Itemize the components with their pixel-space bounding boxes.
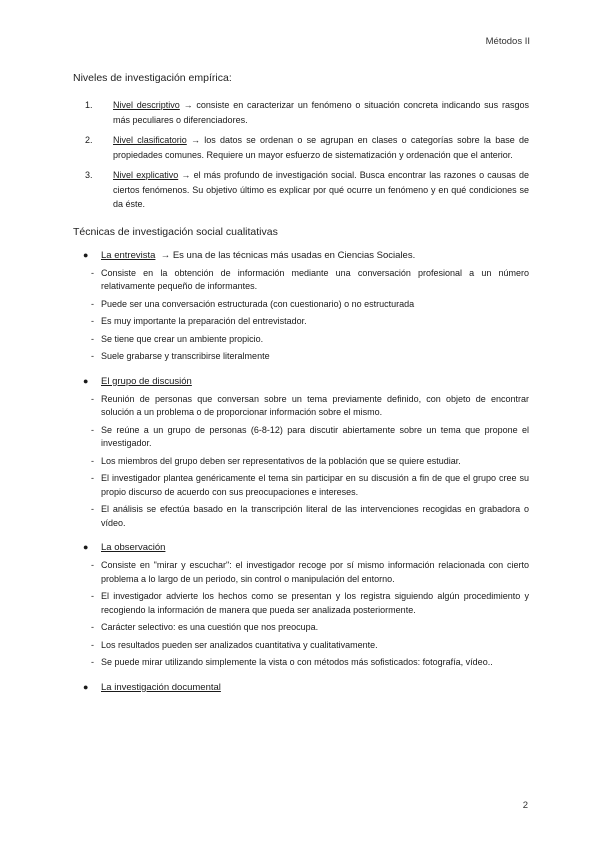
list-item-text: Reunión de personas que conversan sobre un tema previamente definido, con objeto de encontrar solución a un problema o de proporcionar información sobre el mismo. xyxy=(101,393,529,417)
dash-icon: - xyxy=(91,298,94,309)
dash-icon: - xyxy=(91,591,94,601)
group-heading-observacion xyxy=(73,542,529,553)
item-number: 3. xyxy=(85,170,93,180)
arrow-icon: → xyxy=(181,170,191,180)
group-title: El grupo de discusión xyxy=(101,375,192,387)
dash-icon: - xyxy=(91,622,94,632)
dash-icon: - xyxy=(91,504,94,514)
bullet-icon: ● xyxy=(83,542,89,552)
list-item xyxy=(73,656,529,670)
dash-icon: - xyxy=(91,333,94,344)
group-title: La entrevista xyxy=(101,249,156,261)
list-item-text: Consiste en "mirar y escuchar": el investigador recoge por sí mismo información relacionada con cierto problema a lo largo de un periodo, sin control o manipulación del entorno. xyxy=(101,560,529,584)
dash-icon: - xyxy=(91,473,94,483)
list-item xyxy=(73,350,529,364)
content xyxy=(73,72,529,699)
group-heading-documental xyxy=(73,682,529,693)
list-item-text: Carácter selectivo: es una cuestión que nos preocupa. xyxy=(101,622,319,632)
level-item xyxy=(73,133,529,162)
list-item xyxy=(73,590,529,617)
item-body xyxy=(113,98,529,127)
dash-icon: - xyxy=(91,316,94,326)
list-item-text: Suele grabarse y transcribirse literalmente xyxy=(101,351,270,361)
discusion-list xyxy=(73,393,529,531)
group-heading-discusion xyxy=(73,376,529,387)
list-item xyxy=(73,267,529,294)
dash-icon: - xyxy=(91,424,94,435)
item-body xyxy=(113,133,529,162)
level-item xyxy=(73,98,529,127)
item-text: el más profundo de investigación social. Busca encontrar las razones o causas de ciertos fenómenos. Su objetivo último es explicar por qué ocurre un fenómeno y en qué condiciones se da éste. xyxy=(113,170,529,209)
list-item-text: Puede ser una conversación estructurada (con cuestionario) o no estructurada xyxy=(101,298,415,309)
group-heading-entrevista xyxy=(73,250,529,261)
dash-icon: - xyxy=(91,639,94,650)
item-term: Nivel descriptivo xyxy=(113,100,180,110)
header-title: Métodos II xyxy=(485,36,530,47)
list-item xyxy=(73,639,529,653)
dash-icon: - xyxy=(91,267,94,278)
dash-icon: - xyxy=(91,657,94,667)
list-item-text: El investigador plantea genéricamente el tema sin participar en su discusión a fin de que el grupo cree su propio discurso de acuerdo con sus preocupaciones e intereses. xyxy=(101,473,529,497)
list-item-text: Se puede mirar utilizando simplemente la vista o con métodos más sofisticados: fotografía, vídeo.. xyxy=(101,657,493,667)
list-item-text: Es muy importante la preparación del entrevistador. xyxy=(101,316,307,326)
page-number: 2 xyxy=(522,800,528,811)
list-item-text: Los resultados pueden ser analizados cuantitativa y cualitativamente. xyxy=(101,639,378,650)
item-text: consiste en caracterizar un fenómeno o situación concreta indicando sus rasgos más peculiares o diferenciadores. xyxy=(113,100,529,125)
list-item xyxy=(73,424,529,451)
bullet-icon: ● xyxy=(83,249,89,260)
list-item-text: Se reúne a un grupo de personas (6-8-12) para discutir abiertamente sobre un tema que propone el investigador. xyxy=(101,424,529,448)
dash-icon: - xyxy=(91,393,94,404)
list-item-text: Consiste en la obtención de información mediante una conversación profesional a un número relativamente pequeño de informantes. xyxy=(101,267,529,291)
list-item xyxy=(73,455,529,469)
item-number: 2. xyxy=(85,135,93,145)
list-item xyxy=(73,503,529,530)
bullet-icon: ● xyxy=(83,375,89,386)
item-term: Nivel explicativo xyxy=(113,170,179,180)
section-title-techniques: Técnicas de investigación social cualitativas xyxy=(73,225,278,238)
item-number: 1. xyxy=(85,100,93,110)
observacion-list xyxy=(73,559,529,670)
group-title: La investigación documental xyxy=(101,681,221,693)
list-item xyxy=(73,315,529,329)
group-suffix: → Es una de las técnicas más usadas en Ciencias Sociales. xyxy=(160,249,416,261)
list-item-text: El análisis se efectúa basado en la transcripción literal de las intervenciones recogidas en grabadora o vídeo. xyxy=(101,504,529,528)
item-term: Nivel clasificatorio xyxy=(113,135,187,145)
arrow-icon: → xyxy=(191,135,201,145)
list-item-text: Se tiene que crear un ambiente propicio. xyxy=(101,333,264,344)
level-item xyxy=(73,168,529,212)
list-item xyxy=(73,333,529,347)
entrevista-list xyxy=(73,267,529,364)
group-heading-text xyxy=(101,250,415,261)
dash-icon: - xyxy=(91,560,94,570)
list-item xyxy=(73,559,529,586)
list-item xyxy=(73,472,529,499)
group-title: La observación xyxy=(101,542,166,553)
levels-list xyxy=(73,98,529,212)
item-body xyxy=(113,168,529,212)
arrow-icon: → xyxy=(183,100,193,110)
item-text: los datos se ordenan o se agrupan en clases o categorías sobre la base de propiedades comunes. Requiere un mayor esfuerzo de sistematización y ordenación que el anterior. xyxy=(113,135,529,160)
dash-icon: - xyxy=(91,351,94,361)
section-title-levels: Niveles de investigación empírica: xyxy=(73,72,232,84)
list-item xyxy=(73,621,529,635)
bullet-icon: ● xyxy=(83,681,89,692)
list-item xyxy=(73,298,529,312)
dash-icon: - xyxy=(91,455,94,466)
list-item-text: Los miembros del grupo deben ser representativos de la población que se quiere estudiar. xyxy=(101,455,461,466)
list-item-text: El investigador advierte los hechos como se presentan y los registra siguiendo algún procedimiento y recogiendo la información de manera que pueda ser analizada posteriormente. xyxy=(101,591,529,615)
list-item xyxy=(73,393,529,420)
